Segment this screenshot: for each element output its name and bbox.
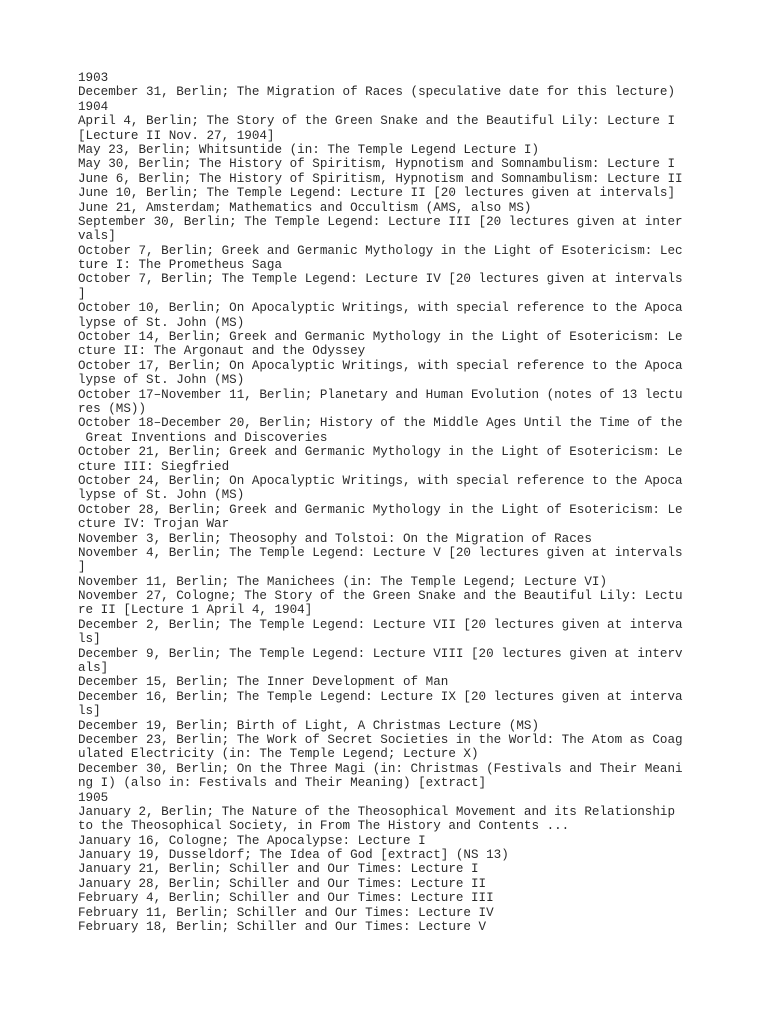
text-line: June 21, Amsterdam; Mathematics and Occultism (AMS, also MS) [78,200,532,215]
year-heading: 1904 [78,99,109,114]
text-line: Great Inventions and Discoveries [78,430,328,445]
text-line: June 10, Berlin; The Temple Legend: Lecture II [20 lectures given at intervals] [78,186,676,201]
text-line: December 15, Berlin; The Inner Development of Man [78,675,449,690]
text-line: January 16, Cologne; The Apocalypse: Lecture I [78,833,426,848]
text-line: December 9, Berlin; The Temple Legend: Lecture VIII [20 lectures given at interv [78,646,683,661]
text-line: als] [78,661,109,676]
text-line: November 11, Berlin; The Manichees (in: The Temple Legend; Lecture VI) [78,574,608,589]
text-line: October 28, Berlin; Greek and Germanic Mythology in the Light of Esotericism: Le [78,502,683,517]
year-heading: 1903 [78,71,109,85]
year-heading: 1905 [78,790,109,805]
text-line: lypse of St. John (MS) [78,488,245,503]
text-line: vals] [78,229,116,244]
text-line: October 24, Berlin; On Apocalyptic Writings, with special reference to the Apoca [78,473,683,488]
text-line: December 31, Berlin; The Migration of Races (speculative date for this lecture) [78,85,676,100]
text-line: November 27, Cologne; The Story of the Green Snake and the Beautiful Lily: Lectu [78,589,683,604]
text-line: re II [Lecture 1 April 4, 1904] [78,603,313,618]
text-line: lypse of St. John (MS) [78,315,245,330]
text-line: January 21, Berlin; Schiller and Our Times: Lecture I [78,862,479,877]
text-line: res (MS)) [78,401,147,416]
text-line: December 23, Berlin; The Work of Secret Societies in the World: The Atom as Coag [78,732,683,747]
text-line: June 6, Berlin; The History of Spiritism, Hypnotism and Somnambulism: Lecture II [78,171,683,186]
text-line: October 17, Berlin; On Apocalyptic Writings, with special reference to the Apoca [78,358,683,373]
text-line: ng I) (also in: Festivals and Their Meaning) [extract] [78,776,487,791]
document-text [78,71,698,934]
text-line: ] [78,560,86,575]
text-line: May 23, Berlin; Whitsuntide (in: The Temple Legend Lecture I) [78,142,540,157]
text-line: October 18–December 20, Berlin; History of the Middle Ages Until the Time of the [78,416,683,431]
text-line: October 21, Berlin; Greek and Germanic Mythology in the Light of Esotericism: Le [78,445,683,460]
text-line: December 16, Berlin; The Temple Legend: Lecture IX [20 lectures given at interva [78,689,683,704]
text-line: February 4, Berlin; Schiller and Our Times: Lecture III [78,891,494,906]
text-line: to the Theosophical Society, in From The History and Contents ... [78,819,570,834]
text-line: ulated Electricity (in: The Temple Legend; Lecture X) [78,747,479,762]
text-line: November 4, Berlin; The Temple Legend: Lecture V [20 lectures given at intervals [78,545,683,560]
text-line: October 7, Berlin; Greek and Germanic Mythology in the Light of Esotericism: Lec [78,243,683,258]
text-line: November 3, Berlin; Theosophy and Tolstoi: On the Migration of Races [78,531,592,546]
text-line: December 30, Berlin; On the Three Magi (in: Christmas (Festivals and Their Meani [78,761,683,776]
text-line: October 14, Berlin; Greek and Germanic Mythology in the Light of Esotericism: Le [78,330,683,345]
text-line: cture III: Siegfried [78,459,230,474]
text-line: May 30, Berlin; The History of Spiritism, Hypnotism and Somnambulism: Lecture I [78,157,676,172]
text-line: February 18, Berlin; Schiller and Our Times: Lecture V [78,920,487,935]
text-line: January 28, Berlin; Schiller and Our Times: Lecture II [78,876,487,891]
text-line: lypse of St. John (MS) [78,373,245,388]
text-line: February 11, Berlin; Schiller and Our Times: Lecture IV [78,905,494,920]
text-line: October 17–November 11, Berlin; Planetary and Human Evolution (notes of 13 lectu [78,387,683,402]
text-line: cture II: The Argonaut and the Odyssey [78,344,366,359]
text-line: April 4, Berlin; The Story of the Green Snake and the Beautiful Lily: Lecture I [78,114,676,129]
text-line: December 2, Berlin; The Temple Legend: Lecture VII [20 lectures given at interva [78,617,683,632]
text-line: ture I: The Prometheus Saga [78,258,283,273]
text-line: January 2, Berlin; The Nature of the Theosophical Movement and its Relationship [78,804,676,819]
text-line: [Lecture II Nov. 27, 1904] [78,128,275,143]
text-line: ls] [78,632,101,647]
text-line: December 19, Berlin; Birth of Light, A Christmas Lecture (MS) [78,718,540,733]
text-line: ] [78,286,86,301]
text-line: October 10, Berlin; On Apocalyptic Writings, with special reference to the Apoca [78,301,683,316]
text-line: ls] [78,704,101,719]
text-line: October 7, Berlin; The Temple Legend: Lecture IV [20 lectures given at intervals [78,272,683,287]
text-line: January 19, Dusseldorf; The Idea of God [extract] (NS 13) [78,848,509,863]
text-line: cture IV: Trojan War [78,517,230,532]
text-line: September 30, Berlin; The Temple Legend: Lecture III [20 lectures given at inter [78,214,683,229]
